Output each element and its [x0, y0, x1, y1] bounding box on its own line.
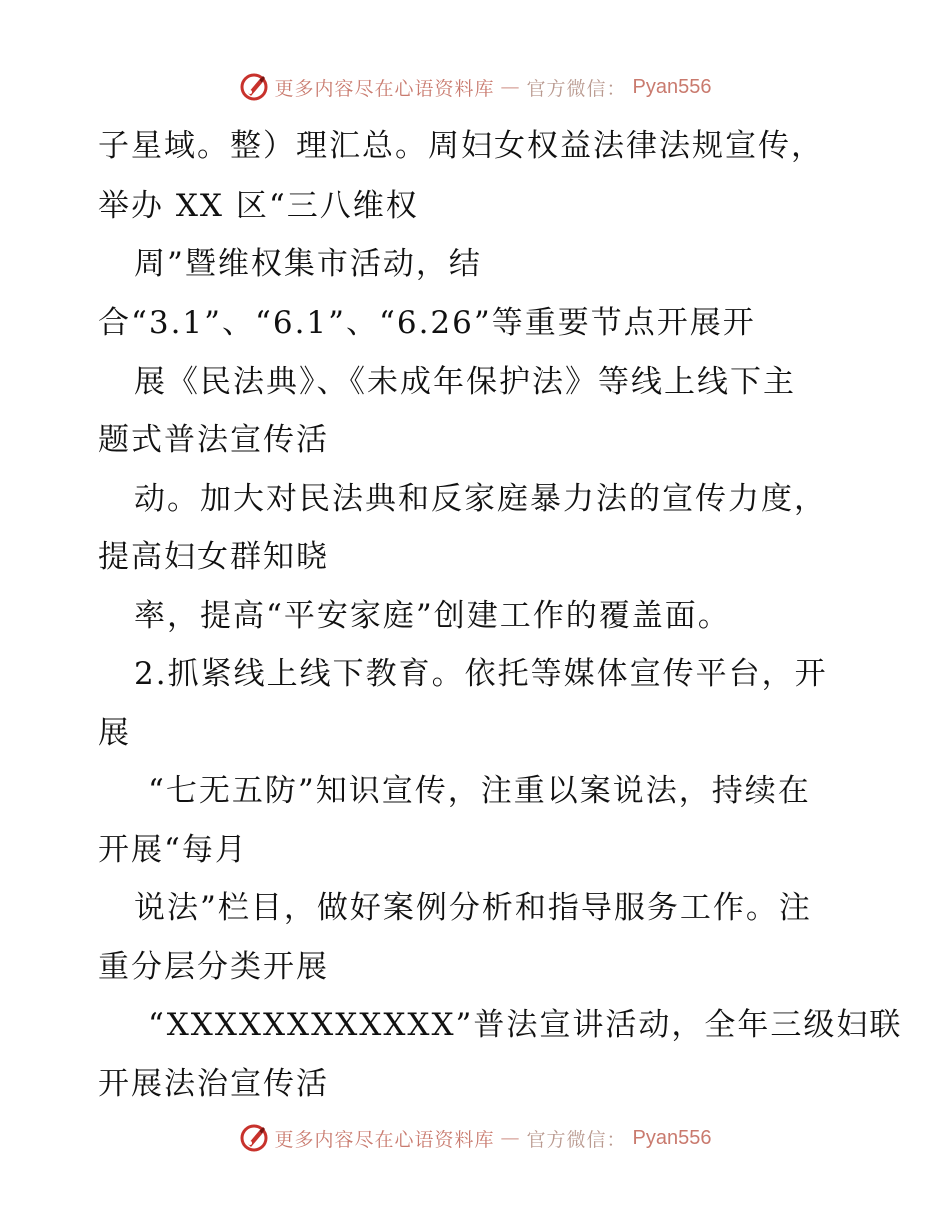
- body-line: 展: [98, 715, 131, 751]
- brand-logo-icon: [239, 1123, 269, 1153]
- body-line: 周”暨维权集市活动，结: [134, 246, 482, 282]
- body-line: 提高妇女群知晓: [98, 539, 329, 575]
- body-line: “七无五防”知识宣传，注重以案说法，持续在: [148, 773, 811, 809]
- body-line: 题式普法宣传活: [98, 422, 329, 458]
- watermark-wechat-label: 官方微信：: [526, 77, 627, 100]
- watermark-brand: 更多内容尽在心语资料库: [274, 77, 495, 100]
- brand-logo-icon: [239, 72, 269, 102]
- body-line: 说法”栏目，做好案例分析和指导服务工作。注: [134, 890, 812, 926]
- watermark-wechat-id: Pyan556: [632, 1126, 712, 1149]
- watermark-wechat-label: 官方微信：: [526, 1128, 627, 1151]
- body-line: 开展“每月: [98, 832, 248, 868]
- body-line: 举办 XX 区“三八维权: [98, 188, 419, 224]
- body-line: 开展法治宣传活: [98, 1066, 329, 1102]
- body-line: 子星域。整）理汇总。周妇女权益法律法规宣传，: [98, 128, 824, 164]
- body-line: 动。加大对民法典和反家庭暴力法的宣传力度，: [134, 481, 827, 517]
- body-line: “XXXXXXXXXXXX”普法宣讲活动，全年三级妇联: [148, 1007, 903, 1043]
- footer-watermark: [0, 1123, 950, 1153]
- watermark-dash: —: [500, 1127, 521, 1149]
- body-line: 展《民法典》、《未成年保护法》等线上线下主: [134, 364, 796, 400]
- body-line: 2.抓紧线上线下教育。依托等媒体宣传平台，开: [134, 656, 828, 692]
- watermark-wechat-id: Pyan556: [632, 75, 712, 98]
- body-line: 率，提高“平安家庭”创建工作的覆盖面。: [134, 598, 731, 634]
- watermark-dash: —: [500, 76, 521, 98]
- watermark-brand: 更多内容尽在心语资料库: [274, 1128, 495, 1151]
- header-watermark: [0, 72, 950, 102]
- body-line: 合“3.1”、“6.1”、“6.26”等重要节点开展开: [98, 305, 756, 341]
- body-line: 重分层分类开展: [98, 949, 329, 985]
